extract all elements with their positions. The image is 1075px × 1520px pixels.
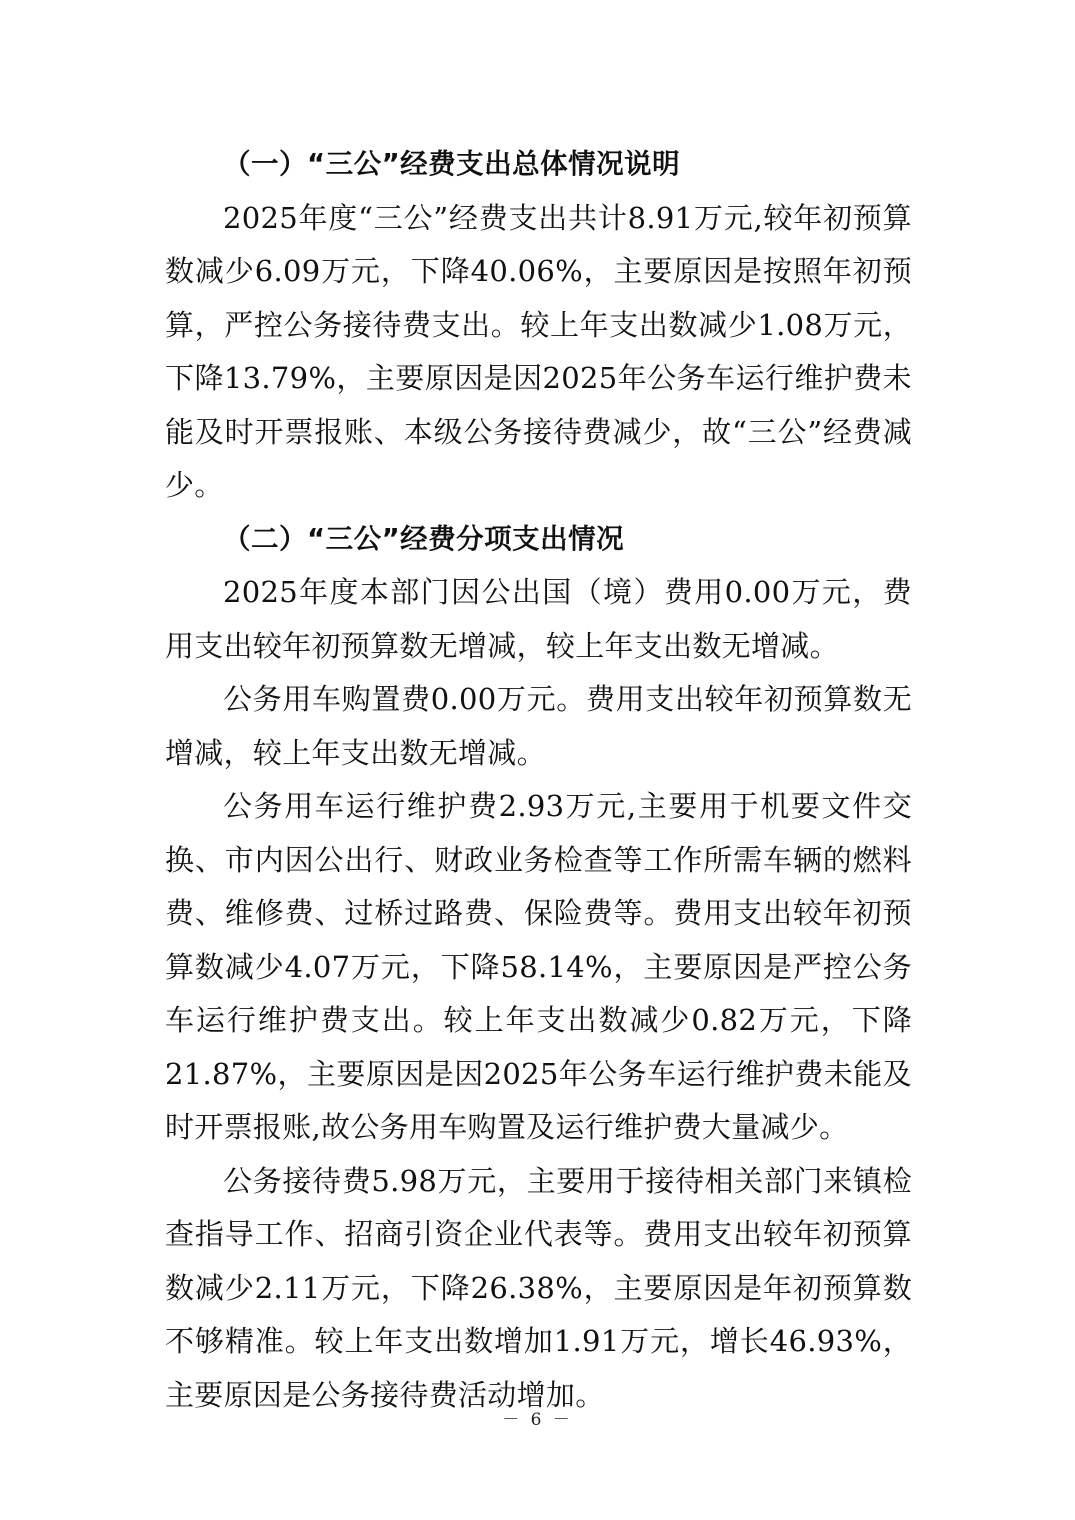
section-heading-itemized: （二）“三公”经费分项支出情况 [223,522,625,555]
paragraph-official-reception: 公务接待费5.98万元，主要用于接待相关部门来镇检查指导工作、招商引资企业代表等。费用支出较年初预算数减少2.11万元，下降26.38%，主要原因是年初预算数不够精准。较上年支出数增加1.91万元，增长46.93%，主要原因是公务接待费活动增加。 [165,1163,912,1412]
paragraph-overall-summary: 2025年度“三公”经费支出共计8.91万元,较年初预算数减少6.09万元，下降40.06%，主要原因是按照年初预算，严控公务接待费支出。较上年支出数减少1.08万元，下降13.79%，主要原因是因2025年公务车运行维护费未能及时开票报账、本级公务接待费减少，故“三公”经费减少。 [165,200,912,502]
page-number: － 6 － [502,1410,573,1430]
paragraph-vehicle-operation: 公务用车运行维护费2.93万元,主要用于机要文件交换、市内因公出行、财政业务检查等工作所需车辆的燃料费、维修费、过桥过路费、保险费等。费用支出较年初预算数减少4.07万元，下降58.14%，主要原因是严控公务车运行维护费支出。较上年支出数减少0.82万元，下降21.87%，主要原因是因2025年公务车运行维护费未能及时开票报账,故公务用车购置及运行维护费大量减少。 [165,789,912,1144]
paragraph-vehicle-purchase: 公务用车购置费0.00万元。费用支出较年初预算数无增减，较上年支出数无增减。 [165,682,912,770]
document-body [165,138,912,1422]
section-heading-overall: （一）“三公”经费支出总体情况说明 [223,148,681,180]
paragraph-overseas-travel: 2025年度本部门因公出国（境）费用0.00万元，费用支出较年初预算数无增减，较上年支出数无增减。 [165,575,912,663]
